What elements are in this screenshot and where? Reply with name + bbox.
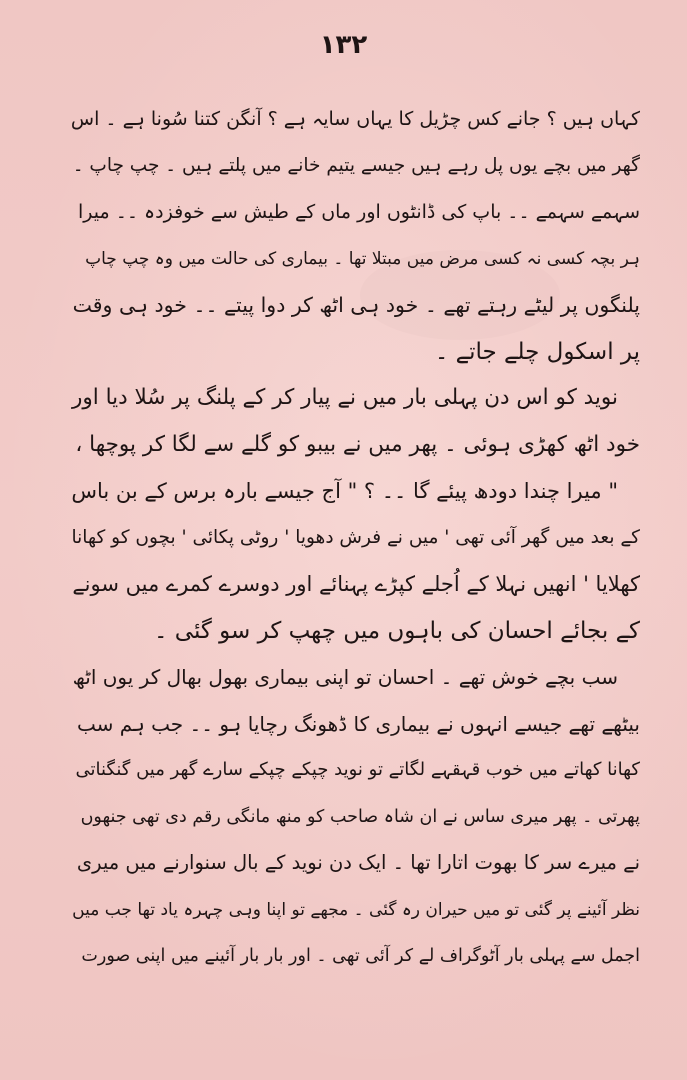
- page-number: ۱۳۲: [319, 30, 368, 60]
- text-line: نظر آئینے پر گئی تو میں حیران رہ گئی ۔ مجھے تو اپنا وہی چہرہ یاد تھا جب میں: [72, 899, 640, 920]
- text-line: پر اسکول چلے جاتے ۔: [434, 338, 640, 365]
- body-text: [70, 96, 640, 980]
- text-line: کھلایا ' انھیں نہلا کے اُجلے کپڑے پہنائے اور دوسرے کمرے میں سونے: [72, 572, 640, 596]
- text-line: کے بعد میں گھر آئی تھی ' میں نے فرش دھویا ' روٹی پکائی ' بچوں کو کھانا: [71, 526, 640, 548]
- text-line: " میرا چندا دودھ پیئے گا ۔۔ ؟ " آج جیسے بارہ برس کے بن باس: [71, 479, 618, 503]
- text-line: نوید کو اس دن پہلی بار میں نے پیار کر کے پلنگ پر سُلا دیا اور: [72, 385, 618, 410]
- text-line: نے میرے سر کا بھوت اتارا تھا ۔ ایک دن نوید کے بال سنوارنے میں میری: [76, 851, 640, 874]
- text-line: کھانا کھاتے میں خوب قہقہے لگاتے تو نوید چپکے چپکے سارے گھر میں گنگناتی: [75, 759, 640, 780]
- text-line: کہاں ہیں ؟ جانے کس چڑیل کا یہاں سایہ ہے ؟ آنگن کتنا سُونا ہے ۔ اس: [70, 108, 640, 130]
- text-line: خود اٹھ کھڑی ہوئی ۔ پھر میں نے بیبو کو گلے سے لگا کر پوچھا ،: [75, 431, 640, 457]
- text-line: اجمل سے پہلی بار آٹوگراف لے کر آئی تھی ۔ اور بار بار آئینے میں اپنی صورت: [81, 946, 640, 966]
- text-line: ہر بچہ کسی نہ کسی مرض میں مبتلا تھا ۔ بیماری کی حالت میں وہ چپ چاپ: [85, 248, 640, 269]
- text-line: سہمے سہمے ۔۔ باپ کی ڈانٹوں اور ماں کے طیش سے خوفزدہ ۔۔ میرا: [77, 201, 640, 223]
- text-line: سب بچے خوش تھے ۔ احسان تو اپنی بیماری بھول بھال کر یوں اٹھ: [72, 665, 618, 689]
- text-line: گھر میں بچے یوں پل رہے ہیں جیسے یتیم خانے میں پلتے ہیں ۔ چپ چاپ ۔: [72, 154, 640, 176]
- text-line: بیٹھے تھے جیسے انہوں نے بیماری کا ڈھونگ رچایا ہو ۔۔ جب ہم سب: [77, 711, 640, 736]
- text-line: پھرتی ۔ پھر میری ساس نے ان شاہ صاحب کو منھ مانگی رقم دی تھی جنھوں: [80, 806, 640, 827]
- text-line: کے بجائے احسان کی باہوں میں چھپ کر سو گئی ۔: [154, 617, 640, 644]
- text-line: پلنگوں پر لیٹے رہتے تھے ۔ خود ہی اٹھ کر دوا پیتے ۔۔ خود ہی وقت: [72, 293, 640, 317]
